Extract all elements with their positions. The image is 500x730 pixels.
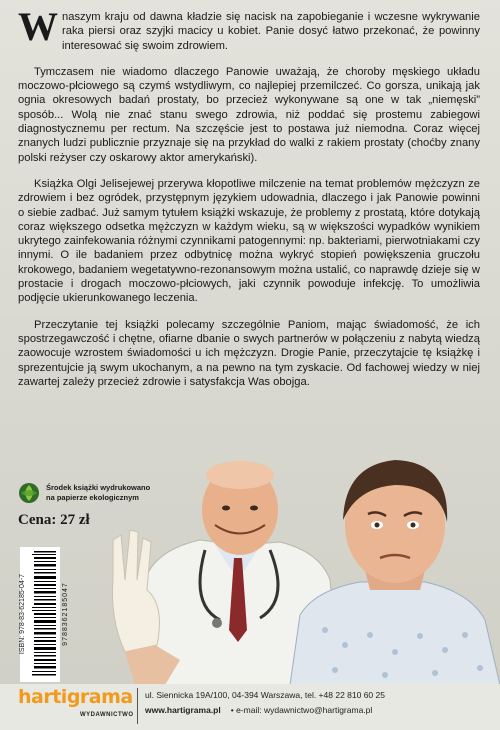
publisher-logo: hartigrama WYDAWNICTWO	[18, 686, 134, 718]
paragraph-4: Przeczytanie tej książki polecamy szczególnie Paniom, mając świadomość, że ich spostrzegawczość i chętne, ofiarne dbanie o swych partnerów w połączeniu z nabytą wiedzą zaowocuje wzrostem świadomości u ich mężczyzn. Drogie Panie, przeczytajcie tę książkę i sprezentujcie ją swym ukochanym, a na pewno na tym zyskacie. Od fachowej wiedzy w niej zawartej zależy przecież zdrowie i satysfakcja Was obojga.	[18, 318, 480, 388]
patient-gown	[290, 582, 500, 685]
paragraph-1: Wnaszym kraju od dawna kładzie się nacisk na zapobieganie i wczesne wykrywanie raka piersi oraz szyjki macicy u kobiet. Panie dosyć łatwo przekonać, że powinny interesować się swoim zdrowiem.	[18, 4, 480, 52]
cover-photo	[95, 430, 500, 685]
paragraph-3: Książka Olgi Jelisejewej przerywa kłopotliwe milczenie na temat problemów mężczyzn ze zdrowiem i bez ogródek, przystępnym językiem udowadnia, dlaczego i jak Panowie powinni o siebie zadbać. Już samym tytułem książki wskazuje, że problemy z prostatą, które dotykają coraz większego odsetka mężczyzn w każdym wieku, są w większości wypadków wynikiem ukrytego zainfekowania różnymi czynnikami patogennymi: np. bakteriami, pierwotniakami czy innymi. O ile badaniem przez odbytnicę można wykryć stopień powiększenia gruczołu krokowego, badaniem wegetatywno-rezonansowym można ustalić, co naprawdę dzieje się w prostacie i drogach moczowo-płciowych, jaki czynnik powoduje infekcję. To umożliwia podjęcie ukierunkowanego leczenia.	[18, 177, 480, 305]
isbn-label: ISBN: 978-83-62185-04-7	[19, 573, 26, 655]
barcode-number: 9788362185047	[62, 582, 69, 646]
paragraph-2: Tymczasem nie wiadomo dlaczego Panowie uważają, że choroby męskiego układu moczowo-płciowego są czymś wstydliwym, co najlepiej przemilczeć. Co gorsza, unikają jak ognia okresowych badań prostaty, bo przecież wykonywane są one w tak „niemęski” sposób... Wolą nie znać stanu swego zdrowia, niż poddać się prostemu zabiegowi diagnostycznemu per rectum. Na szczęście jest to postawa już niemodna. Coraz więcej znanych ludzi publicznie przyznaje się na przykład do walki z rakiem prostaty (choćby znany polski reżyser czy oskarowy aktor amerykański).	[18, 65, 480, 164]
footer-divider	[137, 688, 138, 724]
publisher-address: ul. Siennicka 19A/100, 04-394 Warszawa, tel. +48 22 810 60 25	[145, 690, 385, 700]
blurb-text	[18, 4, 480, 401]
publisher-website[interactable]: www.hartigrama.pl	[145, 705, 221, 715]
publisher-contact: www.hartigrama.pl • e-mail: wydawnictwo@hartigrama.pl	[145, 705, 373, 715]
eco-leaf-icon	[18, 482, 40, 504]
drop-cap: W	[18, 4, 58, 49]
eco-text: Środek książki wydrukowano na papierze ekologicznym	[46, 483, 151, 502]
email-label: e-mail:	[236, 705, 262, 715]
publisher-email[interactable]: wydawnictwo@hartigrama.pl	[263, 705, 373, 715]
price-label: Cena: 27 zł	[18, 512, 90, 528]
